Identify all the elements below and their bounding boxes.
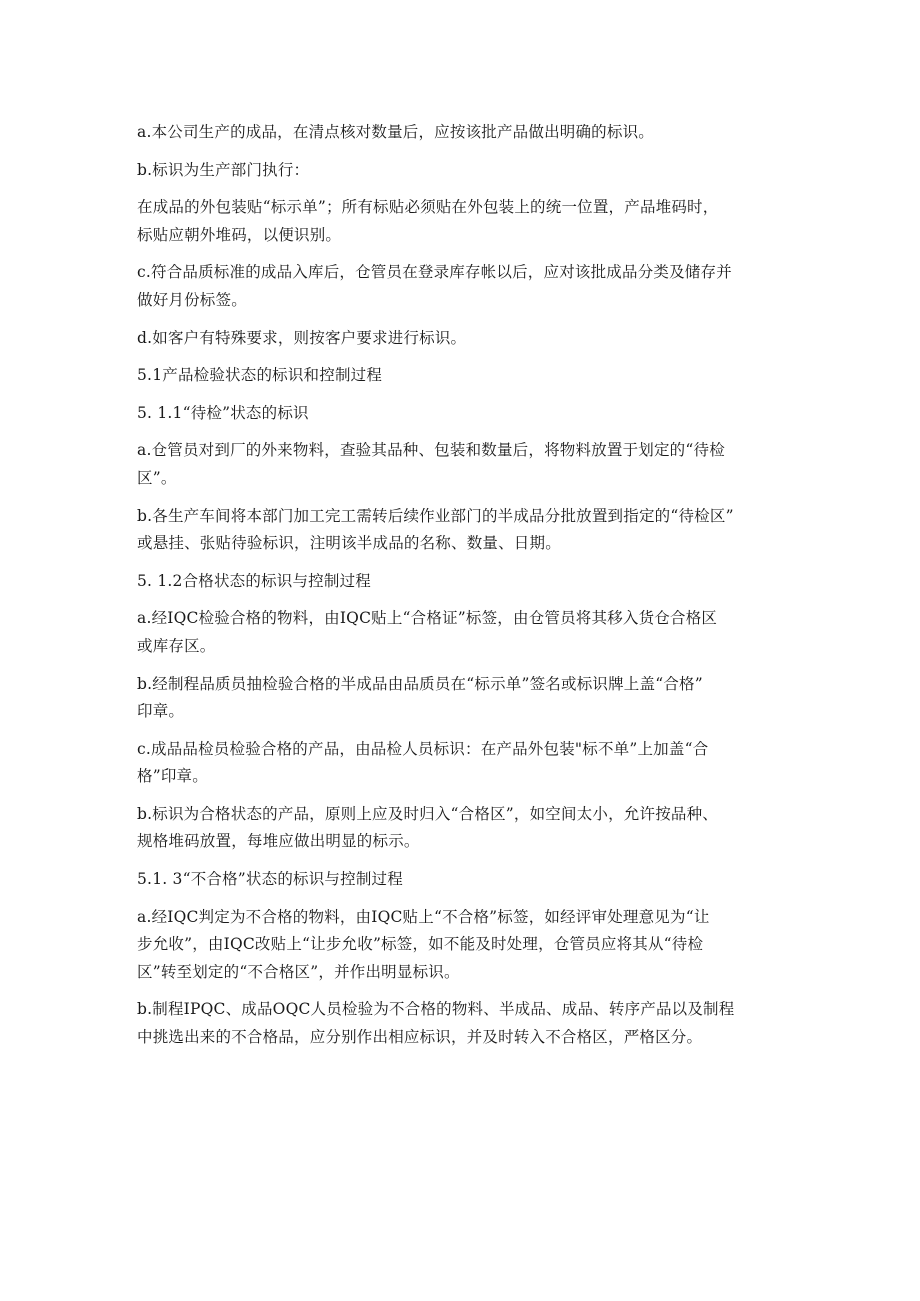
text-line: 或悬挂、张贴待验标识，注明该半成品的名称、数量、日期。 (137, 534, 561, 553)
text-line: a.本公司生产的成品，在清点核对数量后，应按该批产品做出明确的标识。 (137, 123, 654, 141)
text-line: 区”转至划定的“不合格区”，并作出明显标识。 (137, 962, 460, 981)
text-line: a.经IQC检验合格的物料，由IQC贴上“合格证”标签，由仓管员将其移入货仓合格区 (137, 609, 718, 628)
text-line: 5. 1.2合格状态的标识与控制过程 (137, 571, 371, 590)
text-line: 5.1产品检验状态的标识和控制过程 (137, 366, 383, 385)
text-line: c.成品品检员检验合格的产品，由品检人员标识：在产品外包装"标不单”上加盖“合 (137, 739, 709, 758)
text-line: b.各生产车间将本部门加工完工需转后续作业部门的半成品分批放置到指定的“待检区” (137, 506, 734, 525)
text-line: b.标识为合格状态的产品，原则上应及时归入“合格区”，如空间太小，允许按品种、 (137, 804, 718, 823)
text-line: c.符合品质标准的成品入库后，仓管员在登录库存帐以后，应对该批成品分类及储存并 (137, 263, 732, 282)
text-line: b.经制程品质员抽检验合格的半成品由品质员在“标示单”签名或标识牌上盖“合格” (137, 674, 703, 693)
text-line: b.制程IPQC、成品OQC人员检验为不合格的物料、半成品、成品、转序产品以及制程 (137, 1000, 735, 1019)
text-line: a.经IQC判定为不合格的物料，由IQC贴上“不合格”标签，如经评审处理意见为“让 (137, 907, 710, 926)
text-line: 印章。 (137, 702, 185, 721)
text-line: 格”印章。 (137, 767, 208, 786)
text-line: d.如客户有特殊要求，则按客户要求进行标识。 (137, 328, 467, 347)
text-line: 区”。 (137, 468, 177, 487)
document-body (137, 119, 787, 1052)
text-line: b.标识为生产部门执行： (137, 160, 310, 179)
text-line: 规格堆码放置，每堆应做出明显的标示。 (137, 832, 420, 851)
text-line: 中挑选出来的不合格品，应分别作出相应标识，并及时转入不合格区，严格区分。 (137, 1028, 703, 1047)
text-line: 在成品的外包装贴“标示单”；所有标贴必须贴在外包装上的统一位置，产品堆码时， (137, 198, 719, 217)
text-line: 标贴应朝外堆码，以便识别。 (137, 225, 342, 244)
text-line: 5. 1.1“待检”状态的标识 (137, 403, 309, 422)
text-line: 做好月份标签。 (137, 290, 247, 309)
text-line: 步允收”，由IQC改贴上“让步允收”标签，如不能及时处理，仓管员应将其从“待检 (137, 935, 704, 954)
text-line: a.仓管员对到厂的外来物料，查验其品种、包装和数量后，将物料放置于划定的“待检 (137, 441, 725, 460)
text-line: 5.1. 3“不合格”状态的标识与控制过程 (137, 870, 403, 889)
text-line: 或库存区。 (137, 636, 216, 655)
